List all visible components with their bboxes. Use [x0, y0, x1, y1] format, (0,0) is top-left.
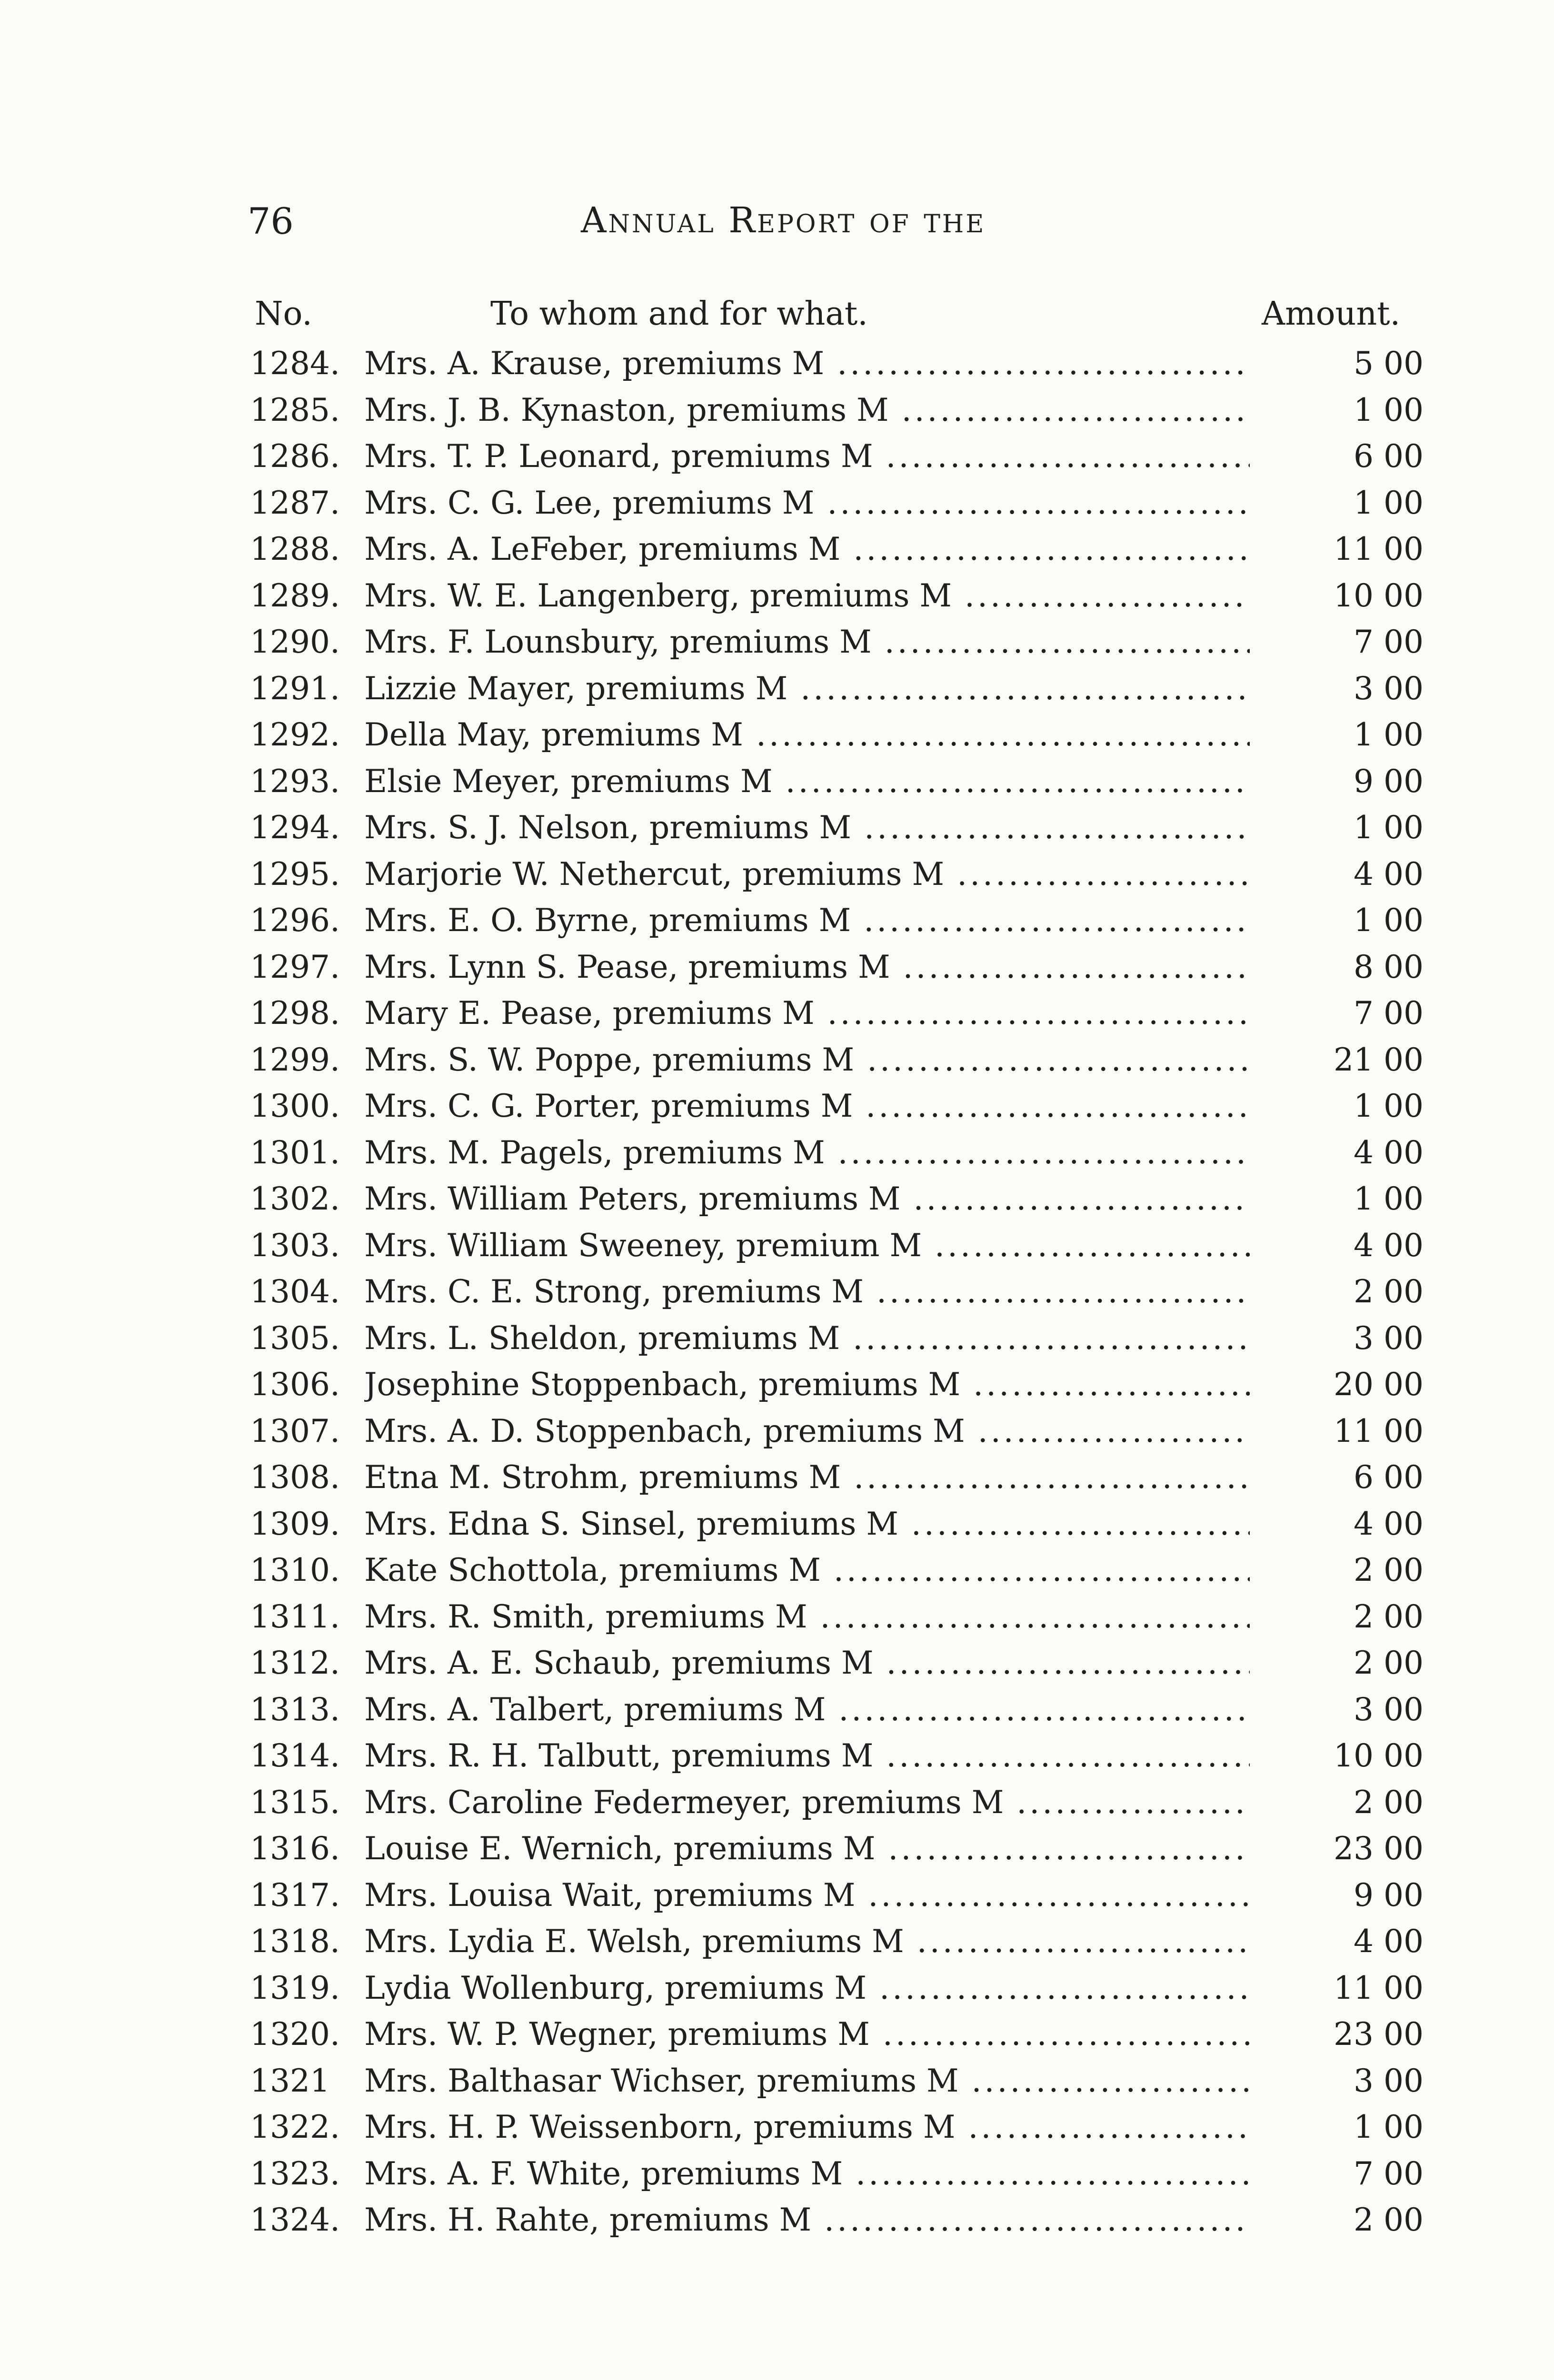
row-number: 1323.	[250, 2155, 340, 2192]
row-amount: 7 00	[1354, 624, 1424, 660]
ledger-table	[0, 340, 1554, 2243]
row-amount: 3 00	[1354, 1691, 1424, 1728]
row-number: 1284.	[250, 345, 340, 382]
row-description: Mrs. A. D. Stoppenbach, premiums M .....	[364, 1408, 1250, 1455]
row-description: Marjorie W. Nethercut, premiums M .....	[364, 851, 1250, 898]
table-row	[0, 480, 1554, 526]
row-description: Mrs. F. Lounsbury, premiums M .....	[364, 619, 1250, 665]
row-number: 1313.	[250, 1691, 340, 1728]
row-number: 1304.	[250, 1273, 340, 1310]
row-amount: 4 00	[1354, 1227, 1424, 1264]
row-amount: 1 00	[1354, 1180, 1424, 1217]
row-amount: 8 00	[1354, 948, 1424, 985]
row-description: Josephine Stoppenbach, premiums M .....	[364, 1361, 1250, 1408]
row-number: 1321	[250, 2062, 330, 2099]
row-description: Mrs. Louisa Wait, premiums M .....	[364, 1872, 1250, 1919]
row-amount: 1 00	[1354, 391, 1424, 428]
row-amount: 6 00	[1354, 438, 1424, 475]
table-row	[0, 665, 1554, 712]
row-amount: 1 00	[1354, 2109, 1424, 2145]
row-number: 1297.	[250, 948, 340, 985]
row-description: Louise E. Wernich, premiums M .....	[364, 1825, 1250, 1872]
table-row	[0, 897, 1554, 944]
running-title: Annual Report of the	[581, 200, 986, 241]
row-amount: 1 00	[1354, 809, 1424, 846]
row-number: 1322.	[250, 2109, 340, 2145]
table-row	[0, 1872, 1554, 1919]
row-description: Mrs. A. E. Schaub, premiums M .....	[364, 1640, 1250, 1686]
row-number: 1317.	[250, 1876, 340, 1914]
row-description: Mrs. Lydia E. Welsh, premiums M .....	[364, 1918, 1250, 1965]
row-amount: 4 00	[1354, 855, 1424, 892]
row-description: Mrs. Edna S. Sinsel, premiums M .....	[364, 1501, 1250, 1547]
table-row	[0, 1130, 1554, 1176]
row-description: Mrs. C. E. Strong, premiums M .....	[364, 1269, 1250, 1315]
row-amount: 2 00	[1354, 1552, 1424, 1588]
row-number: 1294.	[250, 809, 340, 846]
table-row	[0, 1361, 1554, 1408]
row-description: Mrs. T. P. Leonard, premiums M .....	[364, 433, 1250, 480]
table-row	[0, 526, 1554, 573]
row-amount: 6 00	[1354, 1459, 1424, 1496]
table-row	[0, 1176, 1554, 1222]
row-number: 1310.	[250, 1552, 340, 1588]
row-number: 1316.	[250, 1830, 340, 1867]
row-number: 1305.	[250, 1319, 340, 1357]
table-row	[0, 2197, 1554, 2243]
row-number: 1307.	[250, 1412, 340, 1449]
row-description: Mrs. J. B. Kynaston, premiums M .....	[364, 387, 1250, 434]
row-amount: 11 00	[1334, 531, 1424, 567]
row-amount: 10 00	[1334, 577, 1424, 614]
row-description: Mrs. A. Talbert, premiums M .....	[364, 1686, 1250, 1733]
row-description: Della May, premiums M .....	[364, 712, 1250, 758]
row-description: Mrs. C. G. Porter, premiums M .....	[364, 1083, 1250, 1130]
table-row	[0, 1965, 1554, 2012]
table-row	[0, 2151, 1554, 2197]
table-row	[0, 851, 1554, 898]
table-row	[0, 1083, 1554, 1130]
row-amount: 7 00	[1354, 995, 1424, 1031]
row-description: Mrs. W. E. Langenberg, premiums M .....	[364, 573, 1250, 619]
row-description: Mrs. R. Smith, premiums M .....	[364, 1594, 1250, 1640]
table-row	[0, 1315, 1554, 1362]
table-row	[0, 2058, 1554, 2104]
table-row	[0, 2104, 1554, 2151]
row-description: Elsie Meyer, premiums M .....	[364, 758, 1250, 805]
row-description: Mrs. C. G. Lee, premiums M .....	[364, 480, 1250, 526]
row-description: Mrs. R. H. Talbutt, premiums M .....	[364, 1733, 1250, 1779]
row-amount: 2 00	[1354, 1598, 1424, 1635]
row-description: Lizzie Mayer, premiums M .....	[364, 665, 1250, 712]
row-number: 1306.	[250, 1366, 340, 1403]
row-number: 1320.	[250, 2016, 340, 2053]
row-amount: 3 00	[1354, 670, 1424, 707]
page-header	[0, 200, 1554, 252]
row-number: 1298.	[250, 995, 340, 1031]
table-row	[0, 1640, 1554, 1686]
table-row	[0, 1686, 1554, 1733]
row-amount: 11 00	[1334, 1969, 1424, 2006]
row-number: 1312.	[250, 1645, 340, 1681]
row-number: 1287.	[250, 484, 340, 521]
row-description: Mrs. H. P. Weissenborn, premiums M .....	[364, 2104, 1250, 2151]
table-row	[0, 1918, 1554, 1965]
row-description: Mrs. M. Pagels, premiums M .....	[364, 1130, 1250, 1176]
row-number: 1319.	[250, 1969, 340, 2006]
table-row	[0, 619, 1554, 665]
row-amount: 3 00	[1354, 2062, 1424, 2099]
row-description: Lydia Wollenburg, premiums M .....	[364, 1965, 1250, 2012]
table-row	[0, 804, 1554, 851]
table-row	[0, 573, 1554, 619]
row-number: 1302.	[250, 1180, 340, 1217]
table-row	[0, 1779, 1554, 1826]
table-row	[0, 2011, 1554, 2058]
row-number: 1295.	[250, 855, 340, 892]
row-amount: 2 00	[1354, 1645, 1424, 1681]
row-number: 1303.	[250, 1227, 340, 1264]
table-row	[0, 1269, 1554, 1315]
row-number: 1293.	[250, 763, 340, 800]
row-description: Mrs. S. J. Nelson, premiums M .....	[364, 804, 1250, 851]
row-amount: 1 00	[1354, 902, 1424, 939]
row-description: Mrs. A. Krause, premiums M .....	[364, 340, 1250, 387]
row-number: 1324.	[250, 2202, 340, 2238]
row-description: Mrs. W. P. Wegner, premiums M .....	[364, 2011, 1250, 2058]
page-number: 76	[248, 200, 294, 242]
column-header-no: No.	[255, 295, 312, 333]
row-amount: 1 00	[1354, 716, 1424, 753]
table-row	[0, 1733, 1554, 1779]
table-row	[0, 1454, 1554, 1501]
row-number: 1296.	[250, 902, 340, 939]
table-row	[0, 1037, 1554, 1083]
row-amount: 3 00	[1354, 1319, 1424, 1357]
table-row	[0, 990, 1554, 1037]
table-row	[0, 944, 1554, 991]
row-number: 1318.	[250, 1923, 340, 1960]
row-amount: 2 00	[1354, 1784, 1424, 1821]
row-amount: 23 00	[1334, 2016, 1424, 2053]
row-description: Mrs. S. W. Poppe, premiums M .....	[364, 1037, 1250, 1083]
row-amount: 7 00	[1354, 2155, 1424, 2192]
row-amount: 2 00	[1354, 2202, 1424, 2238]
row-number: 1311.	[250, 1598, 340, 1635]
row-description: Mrs. Caroline Federmeyer, premiums M .....	[364, 1779, 1250, 1826]
row-number: 1308.	[250, 1459, 340, 1496]
row-description: Mrs. Balthasar Wichser, premiums M .....	[364, 2058, 1250, 2104]
row-number: 1292.	[250, 716, 340, 753]
table-row	[0, 758, 1554, 805]
row-amount: 20 00	[1334, 1366, 1424, 1403]
row-number: 1299.	[250, 1041, 340, 1078]
table-row	[0, 1547, 1554, 1594]
row-amount: 11 00	[1334, 1412, 1424, 1449]
row-description: Mrs. William Peters, premiums M .....	[364, 1176, 1250, 1222]
table-row	[0, 340, 1554, 387]
table-row	[0, 712, 1554, 758]
row-amount: 4 00	[1354, 1505, 1424, 1542]
row-number: 1291.	[250, 670, 340, 707]
row-number: 1300.	[250, 1088, 340, 1124]
column-header-description: To whom and for what.	[490, 295, 868, 333]
row-description: Mrs. A. LeFeber, premiums M .....	[364, 526, 1250, 573]
row-description: Mrs. L. Sheldon, premiums M .....	[364, 1315, 1250, 1362]
table-row	[0, 1222, 1554, 1269]
row-description: Mrs. A. F. White, premiums M .....	[364, 2151, 1250, 2197]
row-description: Mrs. Lynn S. Pease, premiums M .....	[364, 944, 1250, 991]
row-amount: 4 00	[1354, 1134, 1424, 1171]
row-description: Mrs. William Sweeney, premium M .....	[364, 1222, 1250, 1269]
row-amount: 9 00	[1354, 763, 1424, 800]
row-amount: 10 00	[1334, 1737, 1424, 1774]
row-number: 1286.	[250, 438, 340, 475]
row-amount: 21 00	[1334, 1041, 1424, 1078]
table-row	[0, 1501, 1554, 1547]
row-amount: 1 00	[1354, 1088, 1424, 1124]
row-number: 1314.	[250, 1737, 340, 1774]
row-number: 1290.	[250, 624, 340, 660]
row-amount: 9 00	[1354, 1876, 1424, 1914]
row-description: Mrs. H. Rahte, premiums M .....	[364, 2197, 1250, 2243]
table-row	[0, 1594, 1554, 1640]
row-number: 1289.	[250, 577, 340, 614]
row-description: Etna M. Strohm, premiums M .....	[364, 1454, 1250, 1501]
row-amount: 2 00	[1354, 1273, 1424, 1310]
table-row	[0, 387, 1554, 434]
row-amount: 1 00	[1354, 484, 1424, 521]
row-amount: 4 00	[1354, 1923, 1424, 1960]
row-description: Kate Schottola, premiums M .....	[364, 1547, 1250, 1594]
row-description: Mrs. E. O. Byrne, premiums M .....	[364, 897, 1250, 944]
row-amount: 23 00	[1334, 1830, 1424, 1867]
column-headers	[0, 295, 1554, 338]
table-row	[0, 1825, 1554, 1872]
table-row	[0, 1408, 1554, 1455]
row-description: Mary E. Pease, premiums M .....	[364, 990, 1250, 1037]
row-number: 1309.	[250, 1505, 340, 1542]
column-header-amount: Amount.	[1262, 295, 1401, 333]
row-number: 1285.	[250, 391, 340, 428]
row-number: 1288.	[250, 531, 340, 567]
row-number: 1315.	[250, 1784, 340, 1821]
row-number: 1301.	[250, 1134, 340, 1171]
table-row	[0, 433, 1554, 480]
row-amount: 5 00	[1354, 345, 1424, 382]
